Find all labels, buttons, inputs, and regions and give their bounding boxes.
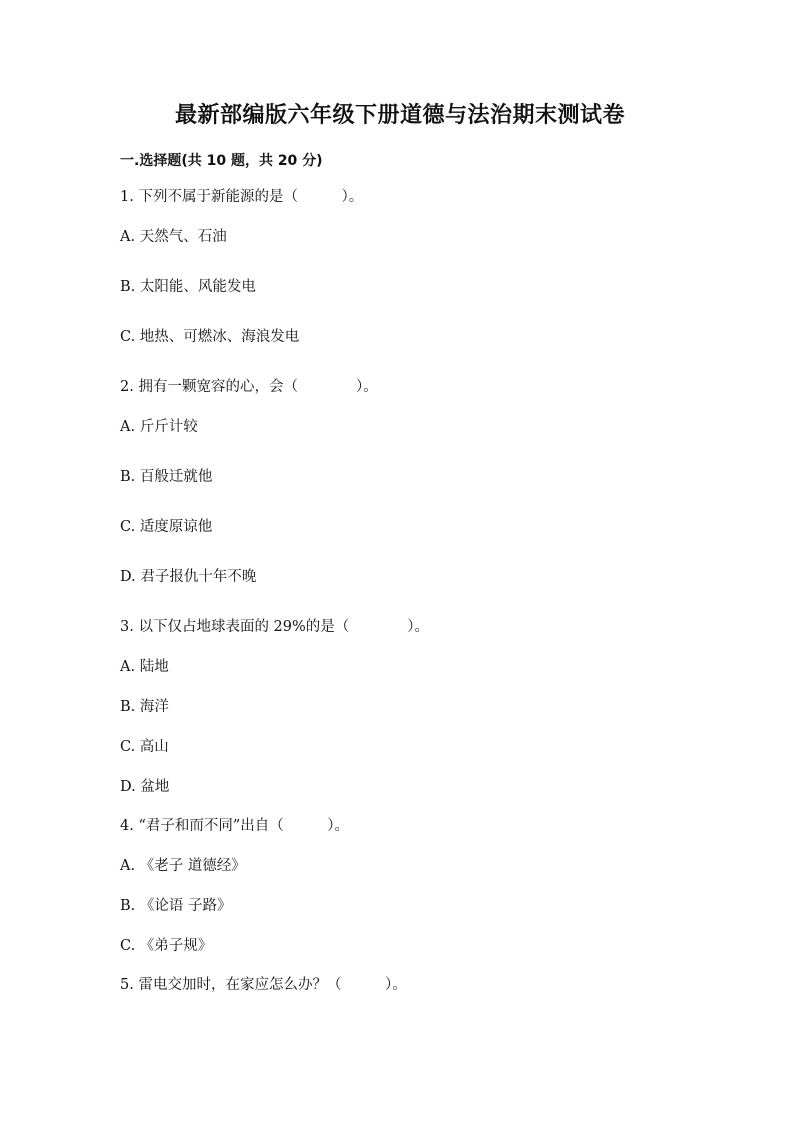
section-title: 一.选择题(共 10 题，共 20 分) [120, 153, 323, 169]
question-2-option-d: D. 君子报仇十年不晚 [120, 569, 257, 585]
question-3-option-d: D. 盆地 [120, 779, 170, 795]
question-3-option-a: A. 陆地 [120, 659, 169, 675]
question-3-option-c: C. 高山 [120, 739, 169, 755]
question-1-option-c: C. 地热、可燃冰、海浪发电 [120, 329, 300, 345]
question-4-option-b: B. 《论语 子路》 [120, 898, 232, 914]
question-3-option-b: B. 海洋 [120, 699, 169, 715]
question-2-stem: 2. 拥有一颗宽容的心，会（ ）。 [120, 379, 378, 395]
question-2-option-a: A. 斤斤计较 [120, 419, 198, 435]
question-5-stem: 5. 雷电交加时，在家应怎么办？（ ）。 [120, 977, 407, 993]
question-2-option-b: B. 百般迁就他 [120, 469, 213, 485]
question-1-stem: 1. 下列不属于新能源的是（ ）。 [120, 189, 364, 205]
question-1-option-a: A. 天然气、石油 [120, 229, 227, 245]
question-4-option-c: C. 《弟子规》 [120, 938, 213, 954]
page-title: 最新部编版六年级下册道德与法治期末测试卷 [174, 103, 625, 128]
question-2-option-c: C. 适度原谅他 [120, 519, 213, 535]
question-1-option-b: B. 太阳能、风能发电 [120, 279, 256, 295]
question-4-stem: 4. “君子和而不同”出自（ ）。 [120, 818, 350, 834]
question-4-option-a: A. 《老子 道德经》 [120, 858, 246, 874]
question-3-stem: 3. 以下仅占地球表面的 29%的是（ ）。 [120, 619, 430, 635]
